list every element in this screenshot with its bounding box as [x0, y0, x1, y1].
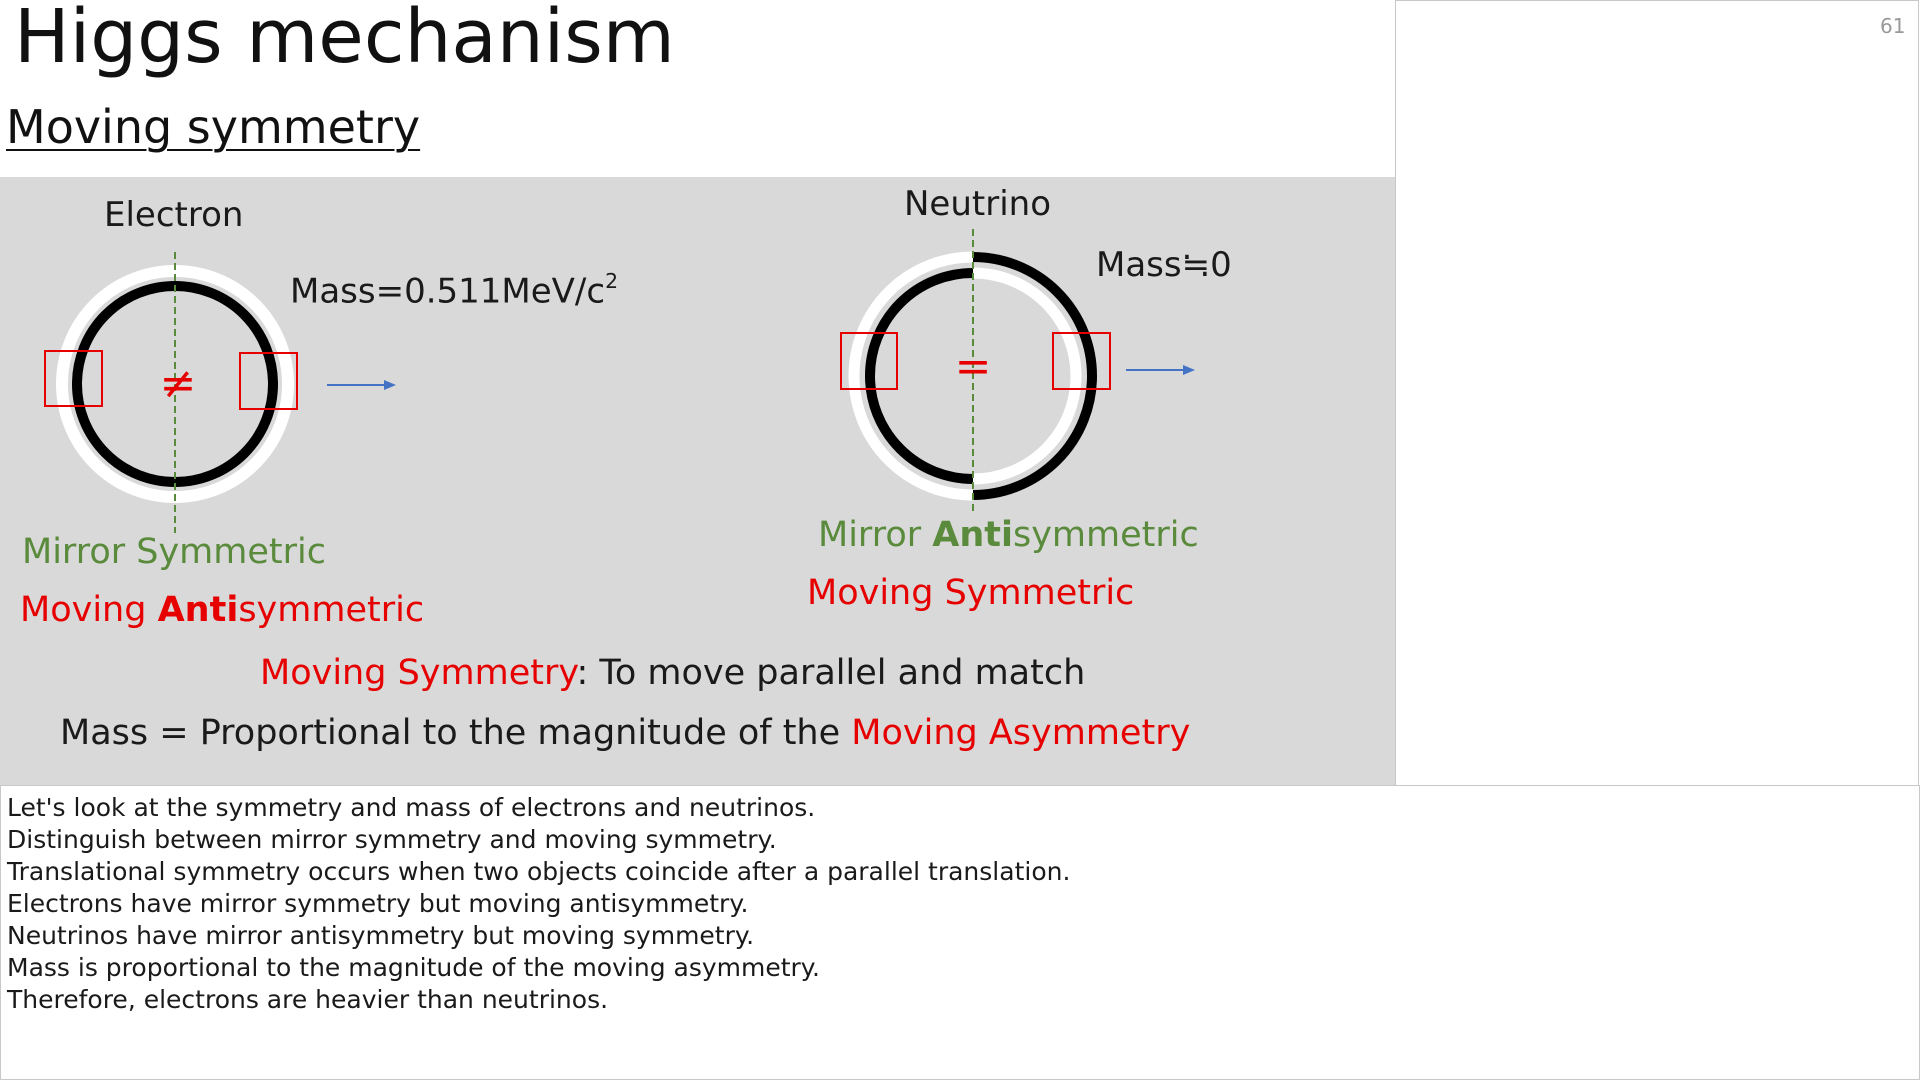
mass-definition	[60, 713, 1190, 753]
electron-mass-exponent: 2	[605, 269, 619, 293]
electron-arrow-head	[384, 380, 396, 390]
moving-asymmetry-term: Moving Asymmetry	[851, 713, 1191, 753]
neutrino-equal-symbol: =	[954, 341, 992, 392]
moving-symmetry-term: Moving Symmetry	[260, 653, 577, 693]
neutrino-mirror-antisymmetric-label	[818, 515, 1199, 555]
slide-title: Higgs mechanism	[14, 0, 675, 80]
neutrino-mass-label: Mass≒0	[1096, 245, 1232, 285]
moving-symmetry-def-text: : To move parallel and match	[576, 653, 1086, 693]
diagram-panel	[0, 177, 1395, 785]
notes-line: Translational symmetry occurs when two objects coincide after a parallel translation.	[7, 857, 1071, 886]
electron-mirror-symmetric-label: Mirror Symmetric	[22, 532, 326, 572]
electron-mass-label	[290, 269, 618, 311]
notes-line: Neutrinos have mirror antisymmetry but moving symmetry.	[7, 921, 755, 950]
page-number: 61	[1880, 14, 1906, 38]
neutrino-mirror-prefix: Mirror	[818, 515, 933, 555]
electron-moving-bold: Anti	[157, 590, 239, 630]
electron-not-equal-symbol: ≠	[159, 358, 197, 409]
moving-symmetry-definition	[260, 653, 1085, 693]
notes-line: Mass is proportional to the magnitude of the moving asymmetry.	[7, 953, 820, 982]
neutrino-mirror-suffix: symmetric	[1012, 515, 1199, 555]
neutrino-mirror-bold: Anti	[932, 515, 1013, 555]
neutrino-right-highlight-box	[1053, 333, 1110, 389]
neutrino-label: Neutrino	[904, 184, 1052, 224]
speaker-notes	[0, 785, 1920, 1080]
electron-moving-antisymmetric-label	[20, 590, 424, 630]
mass-def-text: Mass = Proportional to the magnitude of the	[60, 713, 852, 753]
notes-line: Let's look at the symmetry and mass of electrons and neutrinos.	[7, 793, 816, 822]
notes-line: Therefore, electrons are heavier than neutrinos.	[7, 985, 609, 1014]
notes-line: Electrons have mirror symmetry but moving antisymmetry.	[7, 889, 749, 918]
electron-moving-suffix: symmetric	[238, 590, 425, 630]
neutrino-moving-symmetric-label: Moving Symmetric	[807, 573, 1135, 613]
right-side-panel	[1395, 0, 1919, 785]
neutrino-arrow-head	[1183, 365, 1195, 375]
notes-line: Distinguish between mirror symmetry and moving symmetry.	[7, 825, 777, 854]
electron-label: Electron	[104, 195, 244, 235]
electron-mass-value: Mass=0.511MeV/c	[290, 271, 606, 312]
slide-subtitle: Moving symmetry	[6, 100, 421, 154]
electron-moving-prefix: Moving	[20, 590, 158, 630]
